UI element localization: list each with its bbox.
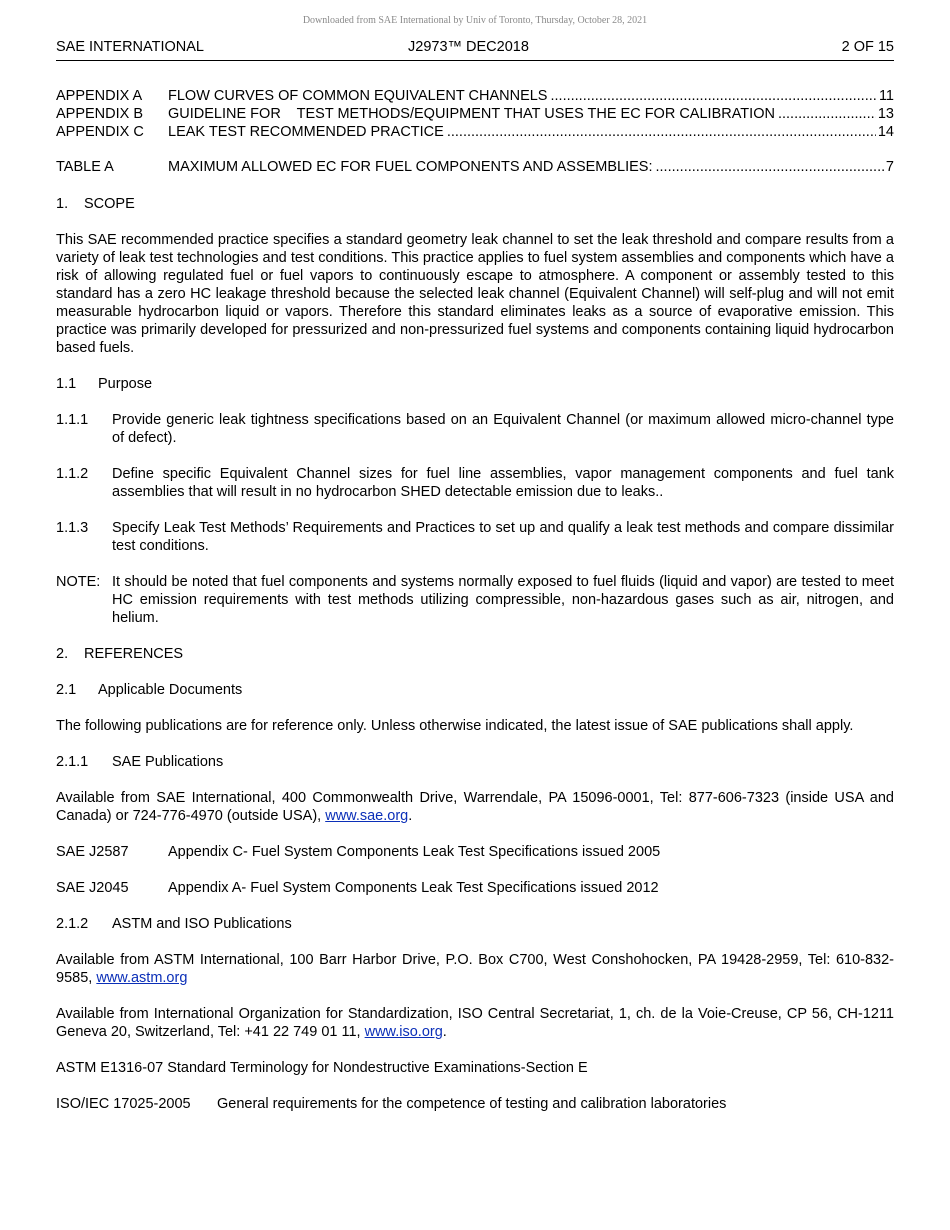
reference-code: ISO/IEC 17025-2005 xyxy=(56,1096,191,1112)
toc-label: APPENDIX A xyxy=(56,88,143,104)
section-title: REFERENCES xyxy=(84,646,184,662)
reference-title: Appendix A- Fuel System Components Leak Test Specifications issued 2012 xyxy=(168,880,659,896)
section-number: 1.1 xyxy=(56,376,77,392)
header-page-number: 2 OF 15 xyxy=(841,39,894,55)
section-heading-sae-publications xyxy=(56,753,894,771)
toc-row-appendix-b[interactable] xyxy=(56,105,894,123)
appendix-toc xyxy=(56,87,894,141)
section-number: 2.1 xyxy=(56,682,77,698)
toc-row-table-a[interactable] xyxy=(56,158,894,176)
item-number: 1.1.2 xyxy=(56,466,89,482)
sae-website-link[interactable]: www.sae.org xyxy=(325,808,409,824)
item-text: Define specific Equivalent Channel sizes for fuel line assemblies, vapor management components and fuel tank assemblies that will result in no hydrocarbon SHED detectable emission due to leaks.. xyxy=(112,466,894,500)
toc-page: 14 xyxy=(877,124,894,140)
page-header xyxy=(56,38,894,61)
header-publisher: SAE INTERNATIONAL xyxy=(56,39,204,55)
toc-page: 7 xyxy=(885,159,894,175)
toc-label: APPENDIX B xyxy=(56,106,144,122)
toc-title: GUIDELINE FOR TEST METHODS/EQUIPMENT THAT USES THE EC FOR CALIBRATION xyxy=(168,106,775,122)
item-text: Specify Leak Test Methods’ Requirements and Practices to set up and qualify a leak test methods and compare dissimilar test conditions. xyxy=(112,520,894,554)
note-label: NOTE: xyxy=(56,574,101,590)
purpose-item-1-1-1 xyxy=(56,411,894,447)
toc-title: MAXIMUM ALLOWED EC FOR FUEL COMPONENTS AND ASSEMBLIES: xyxy=(168,159,653,175)
section-number: 1. xyxy=(56,196,69,212)
item-text: Provide generic leak tightness specifications based on an Equivalent Channel (or maximum allowed micro-channel type of defect). xyxy=(112,412,894,446)
section-title: SCOPE xyxy=(84,196,135,212)
toc-title: LEAK TEST RECOMMENDED PRACTICE xyxy=(168,124,444,140)
item-number: 1.1.3 xyxy=(56,520,89,536)
section-heading-scope xyxy=(56,195,894,213)
download-watermark: Downloaded from SAE International by Univ of Toronto, Thursday, October 28, 2021 xyxy=(302,15,648,26)
section-title: ASTM and ISO Publications xyxy=(112,916,292,932)
iso-availability-text: Available from International Organization for Standardization, ISO Central Secretariat, 1, ch. de la Voie-Creuse, CP 56, CH-1211 Geneva 20, Switzerland, Tel: +41 22 749 01 11, xyxy=(56,1006,894,1040)
section-heading-purpose xyxy=(56,375,894,393)
reference-code: SAE J2045 xyxy=(56,880,129,896)
reference-astm-e1316: ASTM E1316-07 Standard Terminology for Nondestructive Examinations-Section E xyxy=(56,1060,588,1076)
reference-title: Appendix C- Fuel System Components Leak Test Specifications issued 2005 xyxy=(168,844,661,860)
iso-availability-end: . xyxy=(442,1024,447,1040)
toc-label: APPENDIX C xyxy=(56,124,144,140)
sae-availability xyxy=(56,789,894,825)
reference-sae-j2587 xyxy=(56,843,894,861)
scope-paragraph: This SAE recommended practice specifies a standard geometry leak channel to set the leak threshold and compare results from a variety of leak test technologies and test conditions. This practice applies to fuel system assemblies and components which have a risk of allowing regulated fuel or fuel vapors to continuously escape to atmosphere. A component or assembly tested to this standard has a zero HC leakage threshold because the selected leak channel (Equivalent Channel) will self-plug and will not emit measurable hydrocarbon liquid or vapors. Therefore this standard eliminates leaks as a source of evaporative emission. This practice was primarily developed for pressurized and non-pressurized fuel systems and components containing liquid hydrocarbon based fuels. xyxy=(56,232,894,356)
section-heading-applicable-documents xyxy=(56,681,894,699)
purpose-item-1-1-3 xyxy=(56,519,894,555)
toc-title: FLOW CURVES OF COMMON EQUIVALENT CHANNELS xyxy=(168,88,548,104)
document-body xyxy=(56,87,894,1113)
sae-availability-text: Available from SAE International, 400 Commonwealth Drive, Warrendale, PA 15096-0001, Tel: 877-606-7323 (inside USA and Canada) or 724-776-4970 (outside USA), xyxy=(56,790,894,824)
toc-leader-dots xyxy=(775,105,876,123)
reference-sae-j2045 xyxy=(56,879,894,897)
section-title: Purpose xyxy=(98,376,153,392)
astm-availability-text: Available from ASTM International, 100 Barr Harbor Drive, P.O. Box C700, West Conshohocken, PA 19428-2959, Tel: 610-832-9585, xyxy=(56,952,894,986)
header-document-number: J2973™ DEC2018 xyxy=(408,39,529,55)
astm-availability xyxy=(56,951,894,987)
section-heading-references xyxy=(56,645,894,663)
toc-leader-dots xyxy=(444,123,876,141)
purpose-item-1-1-2 xyxy=(56,465,894,501)
toc-leader-dots xyxy=(547,87,876,105)
toc-leader-dots xyxy=(653,158,884,176)
reference-iso-17025 xyxy=(56,1095,894,1113)
references-intro: The following publications are for reference only. Unless otherwise indicated, the latest issue of SAE publications shall apply. xyxy=(56,718,854,734)
toc-row-appendix-a[interactable] xyxy=(56,87,894,105)
section-number: 2.1.1 xyxy=(56,754,89,770)
toc-row-appendix-c[interactable] xyxy=(56,123,894,141)
section-title: Applicable Documents xyxy=(98,682,243,698)
iso-website-link[interactable]: www.iso.org xyxy=(364,1024,443,1040)
sae-availability-end: . xyxy=(408,808,413,824)
section-heading-astm-iso-publications xyxy=(56,915,894,933)
section-number: 2. xyxy=(56,646,69,662)
reference-title: General requirements for the competence of testing and calibration laboratories xyxy=(217,1096,727,1112)
section-number: 2.1.2 xyxy=(56,916,89,932)
iso-availability xyxy=(56,1005,894,1041)
note-text: It should be noted that fuel components and systems normally exposed to fuel fluids (liquid and vapor) are tested to meet HC emission requirements with test methods utilizing compressible, non-hazardous gases such as air, nitrogen, and helium. xyxy=(112,574,894,626)
section-title: SAE Publications xyxy=(112,754,224,770)
purpose-note xyxy=(56,573,894,627)
toc-label: TABLE A xyxy=(56,159,114,175)
item-number: 1.1.1 xyxy=(56,412,89,428)
toc-page: 13 xyxy=(877,106,894,122)
reference-code: SAE J2587 xyxy=(56,844,129,860)
toc-page: 11 xyxy=(878,88,894,104)
astm-website-link[interactable]: www.astm.org xyxy=(96,970,188,986)
